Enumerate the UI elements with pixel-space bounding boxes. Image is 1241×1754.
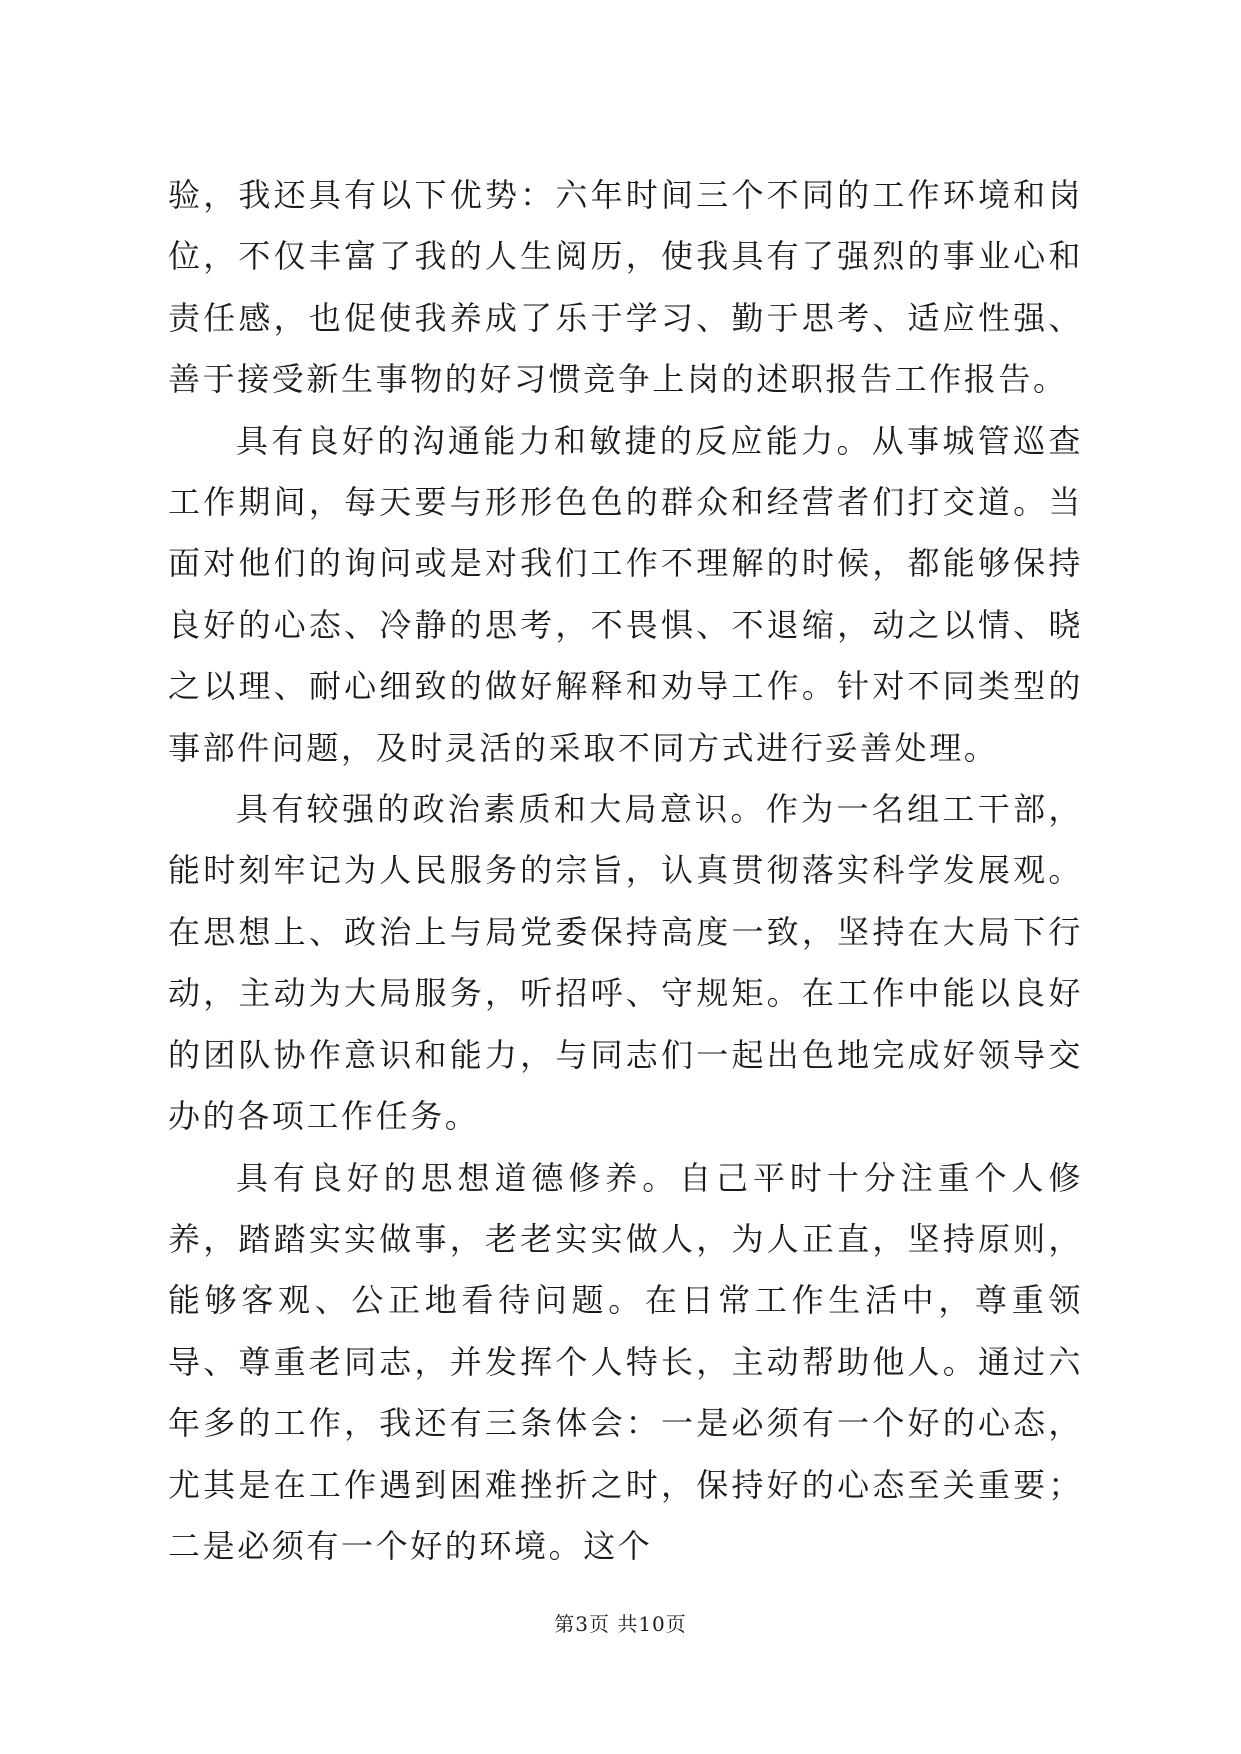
paragraph-2: 具有良好的沟通能力和敏捷的反应能力。从事城管巡查工作期间，每天要与形形色色的群众和经营者们打交道。当面对他们的询问或是对我们工作不理解的时候，都能够保持良好的心态、冷静的思考，不畏惧、不退缩，动之以情、晓之以理、耐心细致的做好解释和劝导工作。针对不同类型的事部件问题，及时灵活的采取不同方式进行妥善处理。 (168, 421, 1083, 767)
page-number-footer: 第3页 共10页 (554, 1612, 687, 1636)
paragraph-3: 具有较强的政治素质和大局意识。作为一名组工干部，能时刻牢记为人民服务的宗旨，认真贯彻落实科学发展观。在思想上、政治上与局党委保持高度一致，坚持在大局下行动，主动为大局服务，听招呼、守规矩。在工作中能以良好的团队协作意识和能力，与同志们一起出色地完成好领导交办的各项工作任务。 (168, 790, 1083, 1136)
document-body (168, 165, 1083, 1577)
paragraph-1: 验，我还具有以下优势：六年时间三个不同的工作环境和岗位，不仅丰富了我的人生阅历，使我具有了强烈的事业心和责任感，也促使我养成了乐于学习、勤于思考、适应性强、善于接受新生事物的好习惯竞争上岗的述职报告工作报告。 (168, 176, 1083, 399)
paragraph-4: 具有良好的思想道德修养。自己平时十分注重个人修养，踏踏实实做事，老老实实做人，为人正直，坚持原则，能够客观、公正地看待问题。在日常工作生活中，尊重领导、尊重老同志，并发挥个人特长，主动帮助他人。通过六年多的工作，我还有三条体会：一是必须有一个好的心态，尤其是在工作遇到困难挫折之时，保持好的心态至关重要；二是必须有一个好的环境。这个 (168, 1158, 1083, 1565)
